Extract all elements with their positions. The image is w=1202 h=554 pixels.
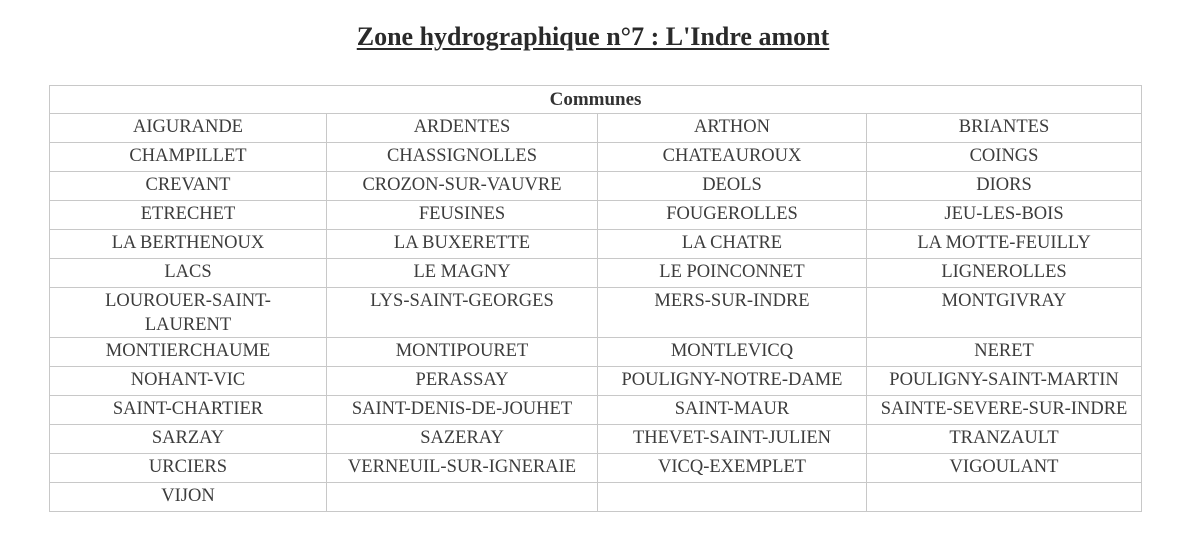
- commune-cell: [598, 454, 867, 483]
- commune-name: CREVANT: [145, 175, 231, 195]
- table-row: [50, 114, 1142, 143]
- commune-name: VIGOULANT: [949, 457, 1059, 477]
- commune-cell: [867, 143, 1142, 172]
- commune-name: SARZAY: [151, 428, 225, 448]
- commune-name: SAZERAY: [420, 428, 504, 448]
- commune-name: POULIGNY-NOTRE-DAME: [621, 370, 843, 390]
- commune-name: ARTHON: [694, 117, 770, 137]
- table-row: [50, 172, 1142, 201]
- commune-name: CROZON-SUR-VAUVRE: [362, 175, 562, 195]
- commune-cell: [50, 483, 327, 512]
- commune-name: LE MAGNY: [413, 262, 511, 282]
- commune-cell: [598, 396, 867, 425]
- commune-name: SAINT-DENIS-DE-JOUHET: [351, 399, 573, 419]
- commune-name: SAINT-CHARTIER: [112, 399, 264, 419]
- commune-cell: [50, 143, 327, 172]
- commune-cell: [327, 367, 598, 396]
- table-row: [50, 230, 1142, 259]
- table-row: [50, 201, 1142, 230]
- commune-cell: [327, 230, 598, 259]
- commune-cell: [867, 454, 1142, 483]
- table-row: [50, 396, 1142, 425]
- commune-name: SAINT-MAUR: [674, 399, 790, 419]
- table-row: [50, 454, 1142, 483]
- commune-name: NERET: [974, 341, 1034, 361]
- commune-name: COINGS: [969, 146, 1039, 166]
- commune-name: URCIERS: [148, 457, 228, 477]
- commune-cell: [50, 396, 327, 425]
- table-row: [50, 425, 1142, 454]
- commune-name: ARDENTES: [413, 117, 511, 137]
- commune-cell: [327, 172, 598, 201]
- commune-cell: [50, 288, 327, 338]
- commune-cell: [598, 288, 867, 338]
- commune-cell: [867, 483, 1142, 512]
- commune-name: VIJON: [161, 486, 215, 506]
- commune-cell: [598, 201, 867, 230]
- commune-name: POULIGNY-SAINT-MARTIN: [889, 370, 1119, 390]
- commune-name: PERASSAY: [415, 370, 509, 390]
- commune-cell: [867, 288, 1142, 338]
- table-row: [50, 143, 1142, 172]
- commune-cell: [327, 396, 598, 425]
- commune-cell: [598, 172, 867, 201]
- commune-cell: [867, 425, 1142, 454]
- commune-cell: [867, 367, 1142, 396]
- commune-name: MONTIERCHAUME: [105, 341, 271, 361]
- commune-cell: [50, 259, 327, 288]
- commune-name: LA MOTTE-FEUILLY: [917, 233, 1091, 253]
- commune-name: LA BERTHENOUX: [111, 233, 265, 253]
- commune-cell: [327, 483, 598, 512]
- commune-cell: [867, 338, 1142, 367]
- commune-name: LIGNEROLLES: [941, 262, 1067, 282]
- table-header-communes: Communes: [50, 86, 1142, 114]
- commune-cell: [327, 143, 598, 172]
- table-row: [50, 259, 1142, 288]
- commune-cell: [598, 230, 867, 259]
- table-body: [50, 114, 1142, 512]
- commune-cell: [50, 367, 327, 396]
- commune-name: VERNEUIL-SUR-IGNERAIE: [347, 457, 577, 477]
- table-header-row: [50, 86, 1142, 114]
- commune-cell: [598, 367, 867, 396]
- commune-name: LACS: [164, 262, 212, 282]
- commune-cell: [50, 425, 327, 454]
- table-row: [50, 367, 1142, 396]
- communes-table: [49, 85, 1142, 512]
- commune-name: MONTIPOURET: [395, 341, 529, 361]
- commune-cell: [598, 114, 867, 143]
- commune-name: SAINTE-SEVERE-SUR-INDRE: [880, 399, 1128, 419]
- table-row: [50, 288, 1142, 338]
- commune-cell: [327, 338, 598, 367]
- commune-cell: [50, 172, 327, 201]
- commune-name: TRANZAULT: [949, 428, 1059, 448]
- commune-cell: [867, 114, 1142, 143]
- commune-name: DEOLS: [702, 175, 762, 195]
- commune-name: THEVET-SAINT-JULIEN: [633, 428, 831, 448]
- commune-cell: [50, 338, 327, 367]
- commune-name: LA BUXERETTE: [393, 233, 531, 253]
- commune-name: MONTLEVICQ: [670, 341, 794, 361]
- commune-name: LE POINCONNET: [659, 262, 805, 282]
- commune-cell: [50, 454, 327, 483]
- table-row: [50, 483, 1142, 512]
- commune-cell: [327, 114, 598, 143]
- commune-name: MONTGIVRAY: [941, 291, 1067, 311]
- commune-cell: [327, 259, 598, 288]
- commune-cell: [327, 288, 598, 338]
- commune-cell: [598, 425, 867, 454]
- commune-name: LOUROUER-SAINT- LAURENT: [105, 291, 271, 335]
- commune-name: FEUSINES: [418, 204, 506, 224]
- commune-cell: [598, 483, 867, 512]
- commune-cell: [598, 338, 867, 367]
- table-row: [50, 338, 1142, 367]
- commune-cell: [327, 425, 598, 454]
- commune-cell: [50, 114, 327, 143]
- commune-name: JEU-LES-BOIS: [944, 204, 1064, 224]
- commune-name: CHAMPILLET: [129, 146, 247, 166]
- commune-name: CHATEAUROUX: [662, 146, 802, 166]
- commune-name: LA CHATRE: [681, 233, 783, 253]
- commune-cell: [598, 143, 867, 172]
- page-title: Zone hydrographique n°7 : L'Indre amont: [356, 22, 830, 51]
- commune-name: ETRECHET: [140, 204, 236, 224]
- commune-name: MERS-SUR-INDRE: [654, 291, 810, 311]
- commune-name: AIGURANDE: [133, 117, 243, 137]
- commune-name: CHASSIGNOLLES: [386, 146, 538, 166]
- commune-cell: [867, 201, 1142, 230]
- commune-cell: [867, 172, 1142, 201]
- commune-name: NOHANT-VIC: [130, 370, 246, 390]
- commune-name: LYS-SAINT-GEORGES: [370, 291, 554, 311]
- commune-name: BRIANTES: [958, 117, 1050, 137]
- commune-cell: [50, 201, 327, 230]
- commune-name: FOUGEROLLES: [666, 204, 798, 224]
- commune-name: DIORS: [976, 175, 1032, 195]
- commune-name: VICQ-EXEMPLET: [658, 457, 806, 477]
- commune-cell: [867, 230, 1142, 259]
- commune-cell: [867, 396, 1142, 425]
- commune-cell: [50, 230, 327, 259]
- commune-cell: [598, 259, 867, 288]
- commune-cell: [327, 454, 598, 483]
- commune-cell: [867, 259, 1142, 288]
- commune-cell: [327, 201, 598, 230]
